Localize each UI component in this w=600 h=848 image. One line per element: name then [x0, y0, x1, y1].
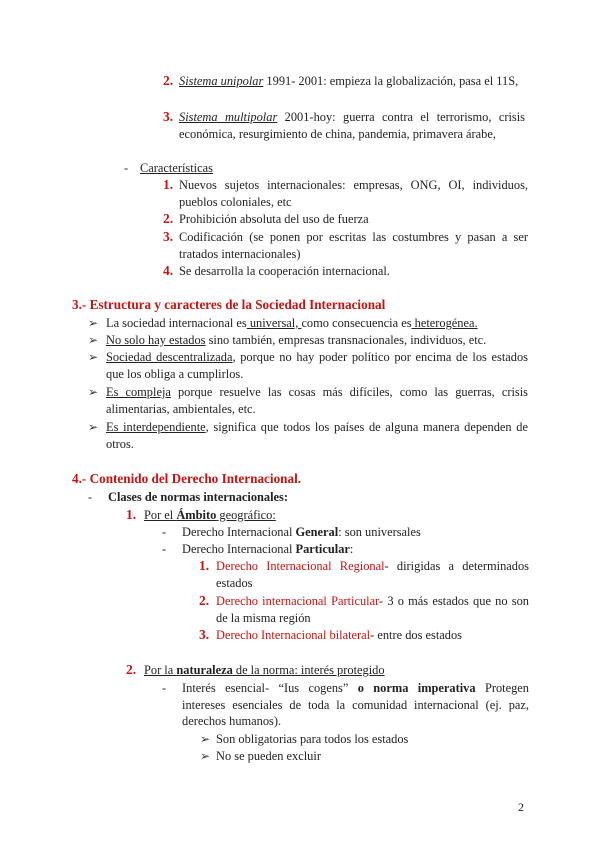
list-item [163, 229, 528, 262]
red-term: Derecho Internacional Regional [216, 559, 385, 573]
arrow-bullet-item [88, 419, 528, 452]
term-label: Sistema unipolar [179, 74, 264, 88]
bullet-item [124, 160, 213, 177]
text-run: Por el [144, 508, 177, 522]
list-item [126, 507, 276, 524]
bullet-item [162, 524, 421, 541]
item-number: 4. [163, 263, 174, 278]
item-number: 1. [126, 507, 137, 522]
text-run: La sociedad internacional es [106, 316, 247, 330]
bold-term: Particular [295, 542, 350, 556]
arrow-bullet-item [88, 315, 528, 332]
dash-bullet: - [162, 525, 167, 539]
item-number: 2. [163, 73, 174, 88]
list-item [163, 73, 525, 90]
arrow-bullet-item [88, 349, 528, 382]
item-number: 2. [199, 593, 210, 608]
list-item [199, 558, 529, 591]
item-number: 2. [126, 662, 137, 677]
list-item [199, 627, 529, 644]
underlined-term: Es compleja [106, 385, 171, 399]
underlined-term: No solo hay estados [106, 333, 206, 347]
red-term: Derecho Internacional bilateral [216, 628, 371, 642]
underlined-term: Es interdependiente [106, 420, 206, 434]
text-run: geográfico: [216, 508, 276, 522]
text-run: , significa que todos los países de alguna manera dependen de otros. [106, 420, 528, 451]
text-run: - entre dos estados [370, 628, 462, 642]
arrow-bullet-icon: ➢ [200, 749, 211, 763]
text-run: porque resuelve las cosas más difíciles, como las guerras, crisis alimentarias, ambientales, etc. [106, 385, 528, 416]
bold-term: naturaleza [176, 663, 233, 677]
item-text: 2001-hoy: guerra contra el terrorismo, crisis económica, resurgimiento de china, pandemia, primavera árabe, [179, 110, 525, 141]
text-run: Protegen intereses esenciales de toda la comunidad internacional (ej. paz, derechos humanos). [182, 681, 529, 728]
dash-bullet: - [124, 161, 129, 175]
red-term: Derecho internacional Particular [216, 594, 379, 608]
item-number: 1. [163, 177, 174, 192]
subsection-title: Clases de normas internacionales: [108, 490, 288, 504]
arrow-bullet-icon: ➢ [88, 316, 99, 330]
arrow-bullet-icon: ➢ [88, 385, 99, 399]
underlined-term: universal, [246, 316, 302, 330]
text-run: , porque no hay poder político por encima de los estados que los obliga a cumplirlos. [106, 350, 528, 381]
page-number: 2 [518, 800, 524, 814]
underlined-term: Sociedad descentralizada [106, 350, 233, 364]
list-item [163, 109, 525, 142]
text-run: sino también, empresas transnacionales, individuos, etc. [205, 333, 487, 347]
item-text: Nuevos sujetos internacionales: empresas, ONG, OI, individuos, pueblos coloniales, etc [179, 178, 528, 209]
text-run: de la norma: interés protegido [232, 663, 385, 677]
item-text: Se desarrolla la cooperación internacional. [179, 264, 390, 278]
bold-term: General [295, 525, 339, 539]
list-item [163, 177, 528, 210]
text-run: Interés esencial- “Ius cogens” [182, 681, 358, 695]
list-item [163, 263, 528, 280]
item-text: Codificación (se ponen por escritas las costumbres y pasan a ser tratados internacionales) [179, 230, 528, 261]
bullet-item [162, 541, 353, 558]
arrow-bullet-icon: ➢ [88, 420, 99, 434]
bold-term: o norma imperativa [357, 681, 476, 695]
dash-bullet: - [162, 542, 167, 556]
arrow-bullet-item [88, 384, 528, 417]
section-heading: 4.- Contenido del Derecho Internacional. [72, 471, 302, 486]
list-item [199, 593, 529, 626]
subsection-label: Características [140, 161, 213, 175]
term-label: Sistema multipolar [179, 110, 278, 124]
arrow-bullet-icon: ➢ [88, 350, 99, 364]
item-number: 2. [163, 211, 174, 226]
text-run: Derecho Internacional [182, 542, 296, 556]
text-run: Por la [144, 663, 177, 677]
item-text: 1991- 2001: empieza la globalización, pasa el 11S, [263, 74, 519, 88]
item-number: 3. [199, 627, 210, 642]
item-number: 1. [199, 558, 210, 573]
item-text: No se pueden excluir [216, 749, 321, 763]
bullet-item [88, 489, 288, 506]
item-text: Son obligatorias para todos los estados [216, 732, 409, 746]
text-run: - 3 o más estados que no son de la misma región [216, 594, 529, 625]
item-number: 3. [163, 109, 174, 124]
bullet-item [162, 680, 529, 730]
dash-bullet: - [162, 681, 167, 695]
dash-bullet: - [88, 490, 93, 504]
arrow-bullet-icon: ➢ [200, 732, 211, 746]
list-item [163, 211, 528, 228]
arrow-bullet-icon: ➢ [88, 333, 99, 347]
arrow-bullet-item [200, 748, 321, 765]
text-run: como consecuencia es [301, 316, 412, 330]
item-text: Prohibición absoluta del uso de fuerza [179, 212, 369, 226]
text-run: Derecho Internacional [182, 525, 296, 539]
bold-term: Ámbito [176, 508, 217, 522]
text-run: - dirigidas a determinados estados [216, 559, 529, 590]
section-heading: 3.- Estructura y caracteres de la Sociedad Internacional [72, 297, 386, 312]
text-run: : [349, 542, 354, 556]
item-number: 3. [163, 229, 174, 244]
underlined-term: heterogénea. [411, 316, 478, 330]
arrow-bullet-item [88, 332, 528, 349]
arrow-bullet-item [200, 731, 408, 748]
list-item [126, 662, 385, 679]
text-run: : son universales [338, 525, 421, 539]
